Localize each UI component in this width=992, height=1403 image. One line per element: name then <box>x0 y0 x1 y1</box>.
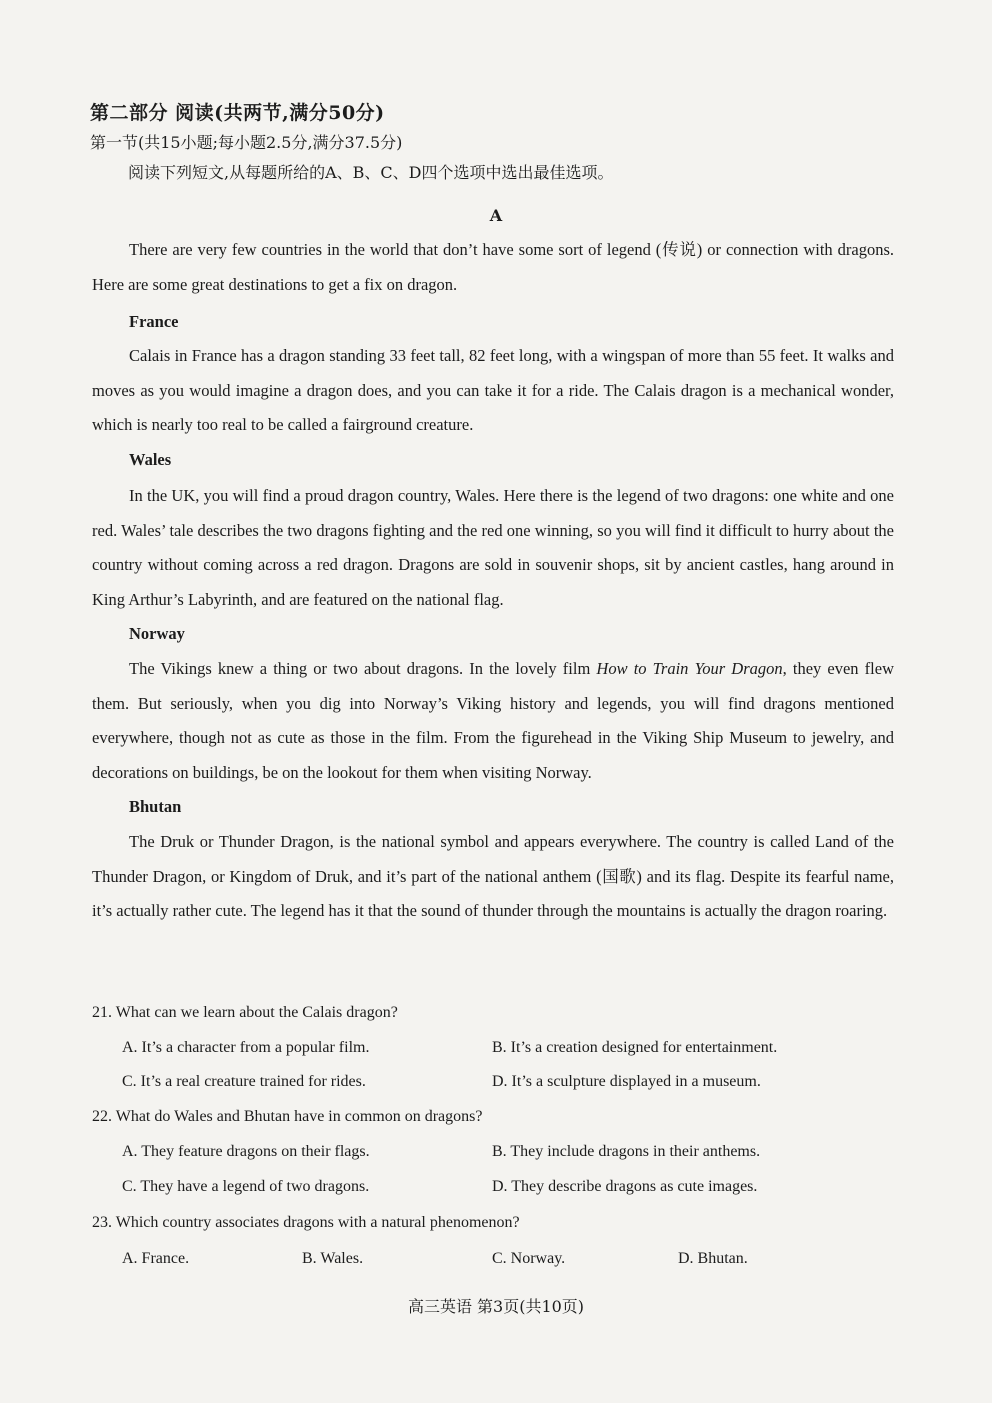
question-23-stem: 23. Which country associates dragons with a natural phenomenon? <box>92 1214 520 1231</box>
passage-intro <box>92 233 894 302</box>
france-heading-block <box>92 305 894 339</box>
bhutan-heading-block <box>92 790 894 824</box>
question-22-option-a[interactable]: A. They feature dragons on their flags. <box>122 1143 370 1160</box>
subsection-title: 第一节(共15小题;每小题2.5分,满分37.5分) <box>90 133 403 152</box>
norway-paragraph <box>92 652 894 790</box>
france-paragraph: Calais in France has a dragon standing 33 feet tall, 82 feet long, with a wingspan of more than 55 feet. It walks and moves as you would imagine a dragon does, and you can take it for a ride. The Calais dragon is a mechanical wonder, which is nearly too real to be called a fairground creature. <box>92 346 894 434</box>
page-footer: 高三英语 第3页(共10页) <box>407 1297 585 1316</box>
norway-text-before: The Vikings knew a thing or two about dragons. In the lovely film <box>129 659 597 678</box>
passage-label: A <box>489 206 503 225</box>
wales-heading: Wales <box>129 450 172 469</box>
bhutan-paragraph: The Druk or Thunder Dragon, is the national symbol and appears everywhere. The country is called Land of the Thunder Dragon, or Kingdom of Druk, and it’s part of the national anthem (国歌) and its flag. Despite its fearful name, it’s actually rather cute. The legend has it that the sound of thunder through the mountains is actually the dragon roaring. <box>92 832 894 920</box>
france-paragraph-block <box>92 339 894 443</box>
norway-heading: Norway <box>129 624 185 643</box>
question-22-option-b[interactable]: B. They include dragons in their anthems. <box>492 1143 761 1160</box>
question-21-option-a[interactable]: A. It’s a character from a popular film. <box>122 1039 370 1056</box>
bhutan-paragraph-block <box>92 825 894 929</box>
wales-heading-block <box>92 443 894 477</box>
question-23-option-a[interactable]: A. France. <box>122 1250 190 1267</box>
wales-paragraph-block <box>92 479 894 617</box>
question-22-stem: 22. What do Wales and Bhutan have in common on dragons? <box>92 1108 483 1125</box>
norway-heading-block <box>92 617 894 651</box>
question-21-stem: 21. What can we learn about the Calais dragon? <box>92 1004 398 1021</box>
question-22-option-d[interactable]: D. They describe dragons as cute images. <box>492 1178 758 1195</box>
wales-paragraph: In the UK, you will find a proud dragon country, Wales. Here there is the legend of two dragons: one white and one red. Wales’ tale describes the two dragons fighting and the red one winning, so you will find it difficult to hurry about the country without coming across a red dragon. Dragons are sold in souvenir shops, sit by ancient castles, hang around in King Arthur’s Labyrinth, and are featured on the national flag. <box>92 486 894 609</box>
question-21-option-b[interactable]: B. It’s a creation designed for entertainment. <box>492 1039 778 1056</box>
instruction-text: 阅读下列短文,从每题所给的A、B、C、D四个选项中选出最佳选项。 <box>128 163 614 182</box>
norway-paragraph-block <box>92 652 894 790</box>
section-title: 第二部分 阅读(共两节,满分50分) <box>90 102 385 124</box>
norway-text-after: , they even flew them. But seriously, when you dig into Norway’s Viking history and legends, you will find dragons mentioned everywhere, though not as cute as those in the film. From the figurehead in the Viking Ship Museum to jewelry, and decorations on buildings, be on the lookout for them when visiting Norway. <box>92 659 894 782</box>
france-heading: France <box>129 312 179 331</box>
question-21-option-d[interactable]: D. It’s a sculpture displayed in a museum. <box>492 1073 761 1090</box>
bhutan-heading: Bhutan <box>129 797 182 816</box>
film-title: How to Train Your Dragon <box>596 659 783 678</box>
question-21-option-c[interactable]: C. It’s a real creature trained for rides. <box>122 1073 366 1090</box>
question-23-option-b[interactable]: B. Wales. <box>302 1250 364 1267</box>
intro-paragraph: There are very few countries in the world that don’t have some sort of legend (传说) or connection with dragons. Here are some great destinations to get a fix on dragon. <box>92 240 894 294</box>
question-23-option-c[interactable]: C. Norway. <box>492 1250 566 1267</box>
question-22-option-c[interactable]: C. They have a legend of two dragons. <box>122 1178 370 1195</box>
question-23-option-d[interactable]: D. Bhutan. <box>678 1250 748 1267</box>
